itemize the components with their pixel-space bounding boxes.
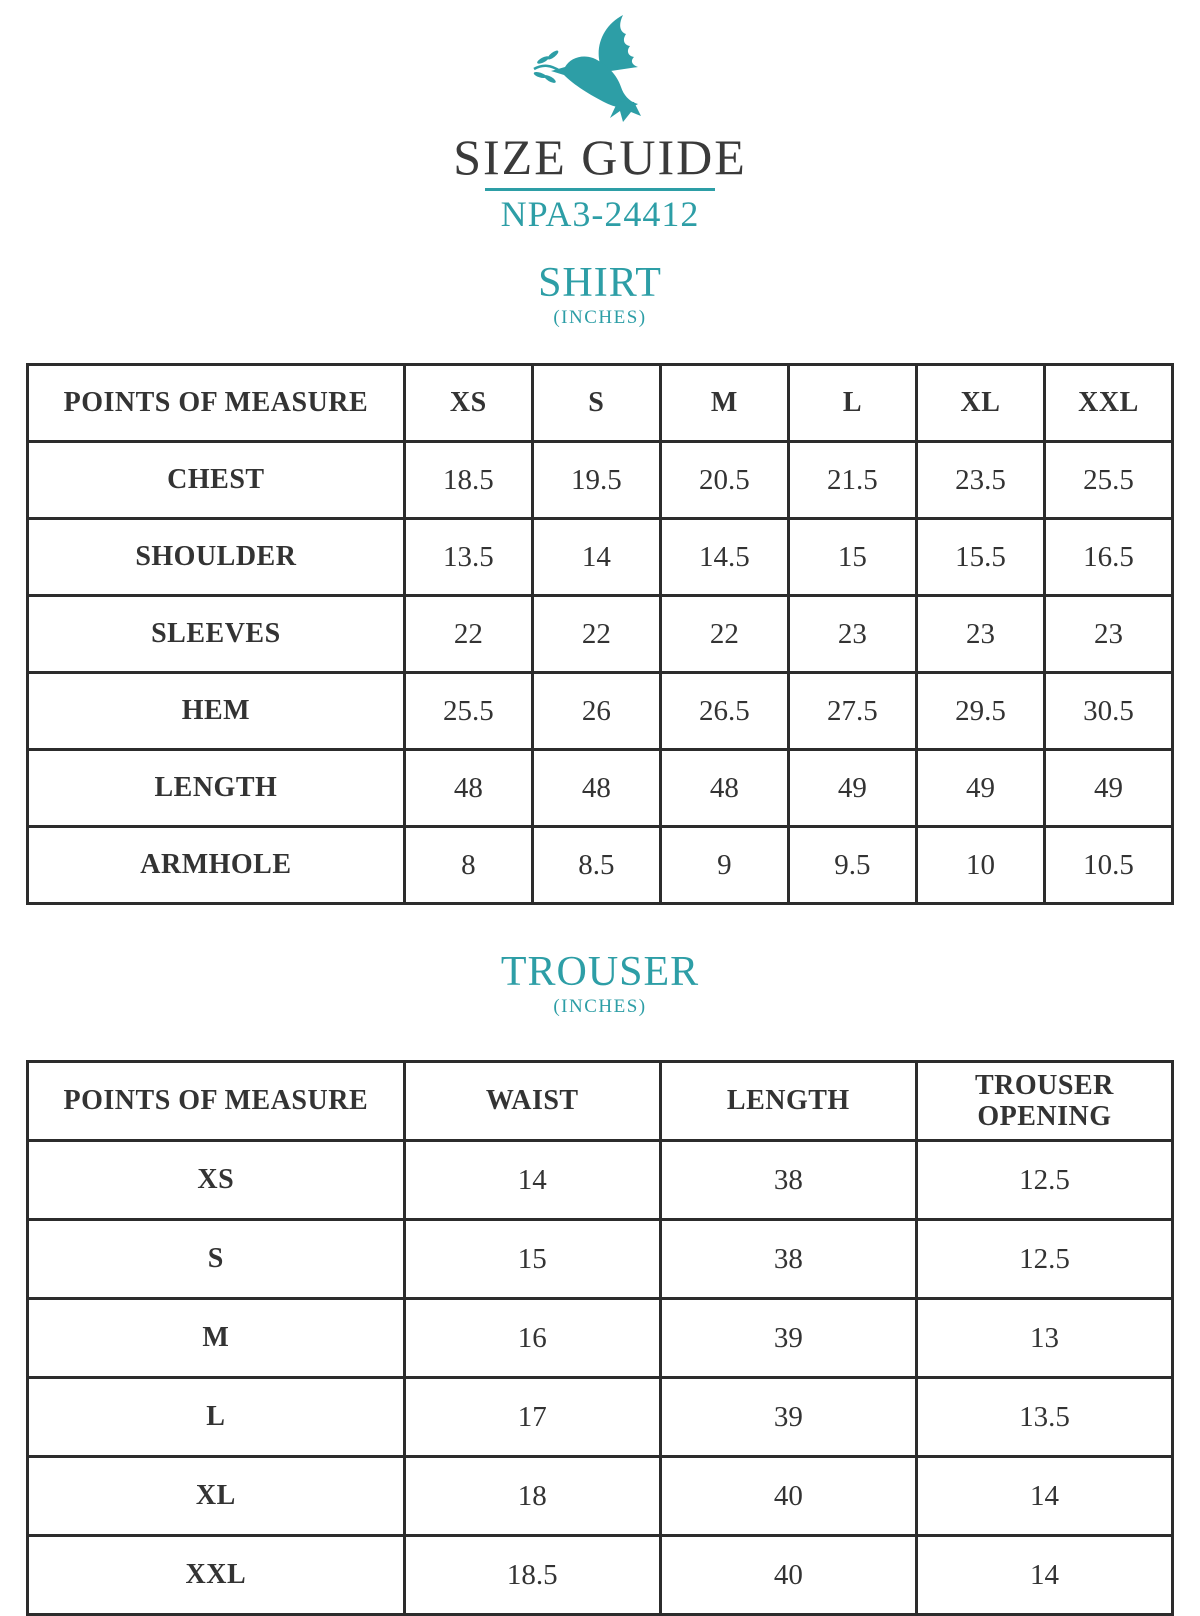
title-underline-divider: [485, 188, 715, 191]
measurement-value: 12.5: [916, 1141, 1172, 1220]
measurement-value: 13.5: [916, 1378, 1172, 1457]
measurement-value: 9: [660, 827, 788, 904]
measurement-value: 14: [532, 519, 660, 596]
column-header: M: [660, 365, 788, 442]
measurement-value: 10.5: [1044, 827, 1172, 904]
trouser-section-title: TROUSER: [500, 949, 700, 995]
table-row: [28, 442, 1173, 519]
measurement-value: 29.5: [916, 673, 1044, 750]
column-header: LENGTH: [660, 1062, 916, 1141]
measurement-value: 13: [916, 1299, 1172, 1378]
measurement-value: 48: [404, 750, 532, 827]
measurement-value: 18: [404, 1457, 660, 1536]
table-row: [28, 1299, 1173, 1378]
measurement-value: 23: [1044, 596, 1172, 673]
measurement-value: 18.5: [404, 1536, 660, 1615]
measurement-value: 20.5: [660, 442, 788, 519]
trouser-measurements-table: [26, 1060, 1174, 1616]
measurement-value: 48: [660, 750, 788, 827]
row-label: HEM: [28, 673, 405, 750]
row-label: CHEST: [28, 442, 405, 519]
table-row: [28, 750, 1173, 827]
measurement-value: 14: [404, 1141, 660, 1220]
column-header: XS: [404, 365, 532, 442]
table-row: [28, 1378, 1173, 1457]
row-label: LENGTH: [28, 750, 405, 827]
measurement-value: 39: [660, 1378, 916, 1457]
measurement-value: 15: [404, 1220, 660, 1299]
measurement-value: 38: [660, 1220, 916, 1299]
table-row: [28, 1457, 1173, 1536]
table-row: [28, 519, 1173, 596]
measurement-value: 22: [404, 596, 532, 673]
column-header: XL: [916, 365, 1044, 442]
measurement-value: 8.5: [532, 827, 660, 904]
measurement-value: 26: [532, 673, 660, 750]
style-code: NPA3-24412: [500, 194, 700, 234]
row-label: M: [28, 1299, 405, 1378]
measurement-value: 30.5: [1044, 673, 1172, 750]
column-header: XXL: [1044, 365, 1172, 442]
measurement-value: 25.5: [1044, 442, 1172, 519]
measurement-value: 38: [660, 1141, 916, 1220]
measurement-value: 18.5: [404, 442, 532, 519]
column-header: POINTS OF MEASURE: [28, 1062, 405, 1141]
column-header: POINTS OF MEASURE: [28, 365, 405, 442]
column-header: TROUSER OPENING: [916, 1062, 1172, 1141]
measurement-value: 23: [788, 596, 916, 673]
header-row: [28, 365, 1173, 442]
measurement-value: 16.5: [1044, 519, 1172, 596]
measurement-value: 12.5: [916, 1220, 1172, 1299]
row-label: L: [28, 1378, 405, 1457]
row-label: XL: [28, 1457, 405, 1536]
measurement-value: 14: [916, 1457, 1172, 1536]
table-row: [28, 827, 1173, 904]
measurement-value: 26.5: [660, 673, 788, 750]
measurement-value: 10: [916, 827, 1044, 904]
measurement-value: 21.5: [788, 442, 916, 519]
measurement-value: 39: [660, 1299, 916, 1378]
trouser-section: [0, 951, 1200, 1616]
measurement-value: 15.5: [916, 519, 1044, 596]
measurement-value: 8: [404, 827, 532, 904]
measurement-value: 27.5: [788, 673, 916, 750]
measurement-value: 49: [916, 750, 1044, 827]
measurement-value: 49: [1044, 750, 1172, 827]
measurement-value: 9.5: [788, 827, 916, 904]
trouser-unit-label: (INCHES): [553, 996, 647, 1017]
measurement-value: 16: [404, 1299, 660, 1378]
measurement-value: 40: [660, 1457, 916, 1536]
measurement-value: 15: [788, 519, 916, 596]
dove-with-olive-branch-icon: [515, 12, 685, 132]
measurement-value: 25.5: [404, 673, 532, 750]
measurement-value: 49: [788, 750, 916, 827]
shirt-measurements-table: [26, 363, 1174, 905]
column-header: L: [788, 365, 916, 442]
measurement-value: 23.5: [916, 442, 1044, 519]
table-row: [28, 596, 1173, 673]
measurement-value: 22: [660, 596, 788, 673]
row-label: SLEEVES: [28, 596, 405, 673]
measurement-value: 19.5: [532, 442, 660, 519]
table-row: [28, 673, 1173, 750]
row-label: S: [28, 1220, 405, 1299]
measurement-value: 22: [532, 596, 660, 673]
column-header: WAIST: [404, 1062, 660, 1141]
row-label: XS: [28, 1141, 405, 1220]
table-row: [28, 1536, 1173, 1615]
measurement-value: 14.5: [660, 519, 788, 596]
column-header: S: [532, 365, 660, 442]
page-title: SIZE GUIDE: [453, 129, 747, 185]
table-row: [28, 1141, 1173, 1220]
row-label: ARMHOLE: [28, 827, 405, 904]
row-label: XXL: [28, 1536, 405, 1615]
measurement-value: 23: [916, 596, 1044, 673]
measurement-value: 40: [660, 1536, 916, 1615]
measurement-value: 48: [532, 750, 660, 827]
measurement-value: 13.5: [404, 519, 532, 596]
measurement-value: 14: [916, 1536, 1172, 1615]
shirt-unit-label: (INCHES): [553, 307, 647, 328]
shirt-section: [0, 262, 1200, 905]
measurement-value: 17: [404, 1378, 660, 1457]
row-label: SHOULDER: [28, 519, 405, 596]
table-row: [28, 1220, 1173, 1299]
shirt-section-title: SHIRT: [538, 260, 662, 306]
header-row: [28, 1062, 1173, 1141]
